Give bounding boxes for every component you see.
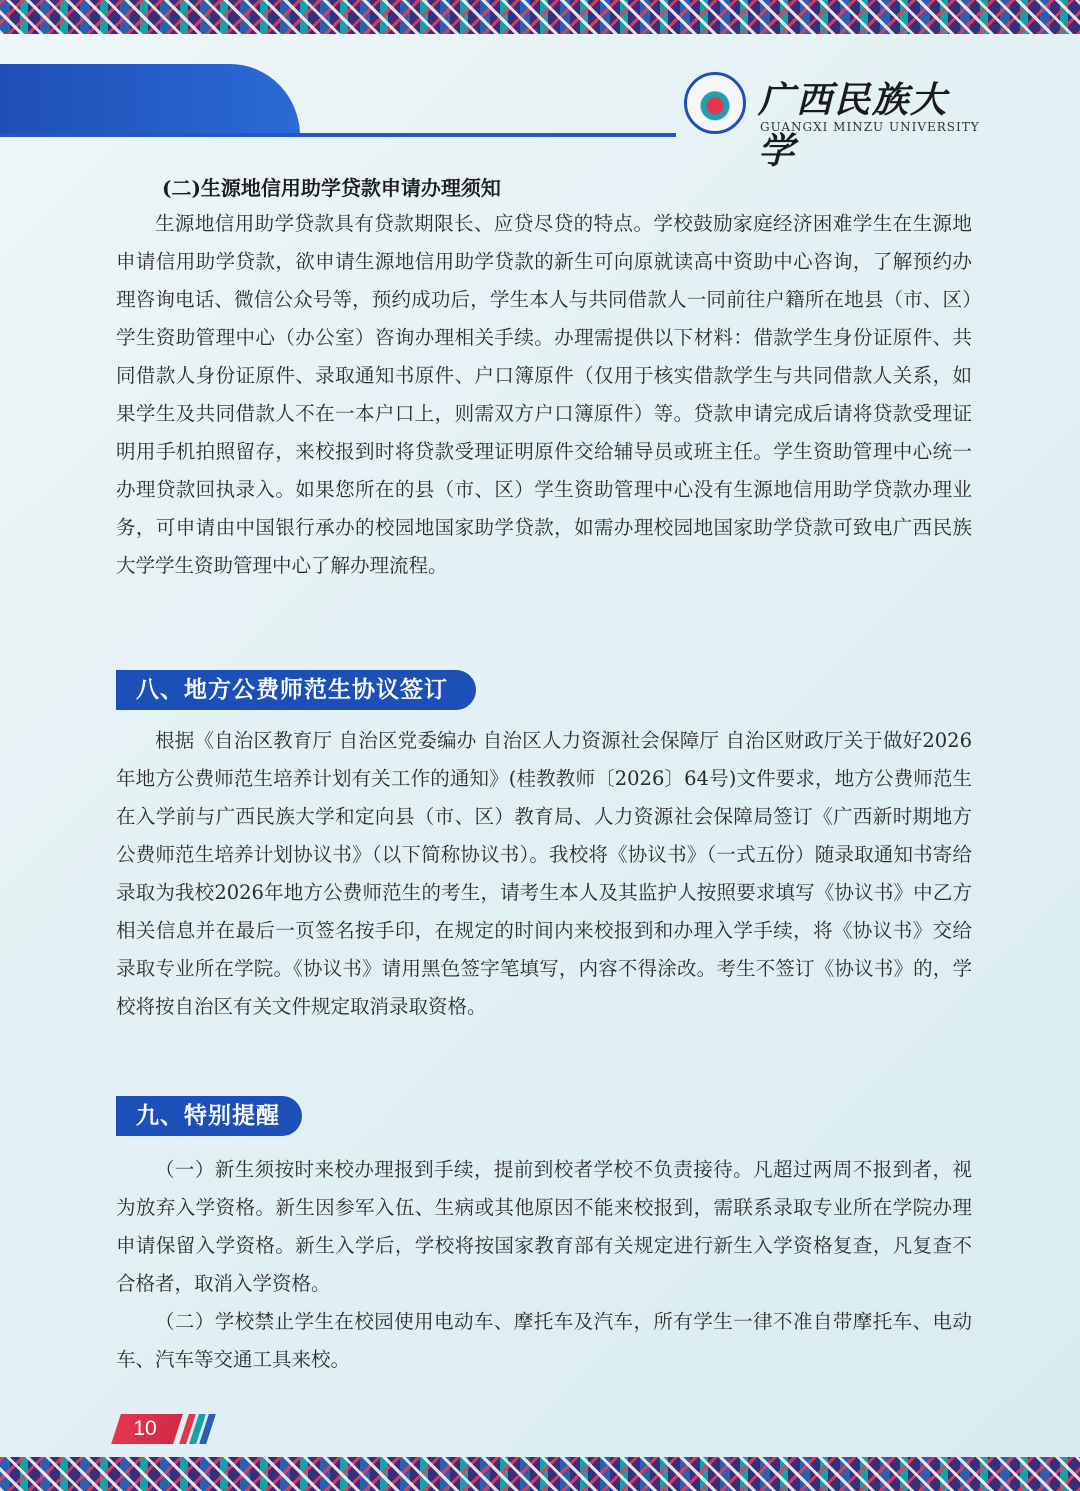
reminder-item-2: （二）学校禁止学生在校园使用电动车、摩托车及汽车，所有学生一律不准自带摩托车、电动车、汽车等交通工具来校。 — [116, 1310, 972, 1371]
section-8-paragraph: 根据《自治区教育厅 自治区党委编办 自治区人力资源社会保障厅 自治区财政厅关于做好2026年地方公费师范生培养计划有关工作的通知》(桂教教师〔2026〕64号)文件要求，地方公费师范生在入学前与广西民族大学和定向县（市、区）教育局、人力资源社会保障局签订《广西新时期地方公费师范生培养计划协议书》（以下简称协议书）。我校将《协议书》（一式五份）随录取通知书寄给录取为我校2026年地方公费师范生的考生，请考生本人及其监护人按照要求填写《协议书》中乙方相关信息并在最后一页签名按手印，在规定的时间内来校报到和办理入学手续，将《协议书》交给录取专业所在学院。《协议书》请用黑色签字笔填写，内容不得涂改。考生不签订《协议书》的，学校将按自治区有关文件规定取消录取资格。 — [116, 729, 972, 1018]
section-9-title: 九、特别提醒 — [116, 1096, 302, 1136]
top-pattern-border — [0, 0, 1080, 34]
section-8-title: 八、地方公费师范生协议签订 — [116, 670, 476, 710]
header-rule — [0, 133, 676, 137]
university-name-cn: 广西民族大学 — [758, 79, 949, 172]
loan-subheading: (二)生源地信用助学贷款申请办理须知 — [162, 176, 501, 200]
page-number: 10 — [133, 1417, 157, 1440]
bottom-pattern-border — [0, 1457, 1080, 1491]
header-blue-tab — [0, 64, 300, 136]
reminder-item-1: （一）新生须按时来校办理报到手续，提前到校者学校不负责接待。凡超过两周不报到者，视为放弃入学资格。新生因参军入伍、生病或其他原因不能来校报到，需联系录取专业所在学院办理申请保留入学资格。新生入学后，学校将按国家教育部有关规定进行新生入学资格复查，凡复查不合格者，取消入学资格。 — [116, 1158, 972, 1295]
loan-paragraph: 生源地信用助学贷款具有贷款期限长、应贷尽贷的特点。学校鼓励家庭经济困难学生在生源地申请信用助学贷款，欲申请生源地信用助学贷款的新生可向原就读高中资助中心咨询，了解预约办理咨询电话、微信公众号等，预约成功后，学生本人与共同借款人一同前往户籍所在地县（市、区）学生资助管理中心（办公室）咨询办理相关手续。办理需提供以下材料：借款学生身份证原件、共同借款人身份证原件、录取通知书原件、户口簿原件（仅用于核实借款学生与共同借款人关系，如果学生及共同借款人不在一本户口上，则需双方户口簿原件）等。贷款申请完成后请将贷款受理证明用手机拍照留存，来校报到时将贷款受理证明原件交给辅导员或班主任。学生资助管理中心统一办理贷款回执录入。如果您所在的县（市、区）学生资助管理中心没有生源地信用助学贷款办理业务，可申请由中国银行承办的校园地国家助学贷款，如需办理校园地国家助学贷款可致电广西民族大学学生资助管理中心了解办理流程。 — [116, 212, 972, 577]
university-name-en: GUANGXI MINZU UNIVERSITY — [760, 120, 980, 134]
university-emblem-icon — [684, 72, 746, 134]
